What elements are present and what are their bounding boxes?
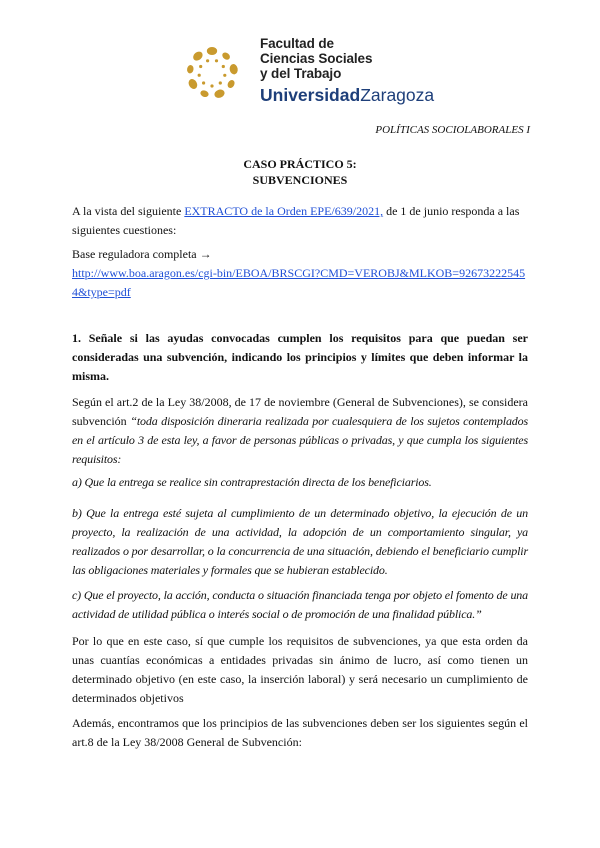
emblem-dot (213, 88, 226, 99)
extracto-link[interactable]: EXTRACTO de la Orden EPE/639/2021, (184, 204, 384, 218)
answer-paragraph-2: Por lo que en este caso, sí que cumple los requisitos de subvenciones, ya que esta orden da unas cuantías económicas a entidades privadas sin ánimo de lucro, así como tienen un determinado objetivo (en este caso, la inserción laboral) y será necesario un cumplimiento de determinados objetivos (72, 634, 528, 705)
emblem-dot (191, 50, 204, 63)
emblem-inner-dot (210, 84, 213, 87)
base-url-link[interactable]: http://www.boa.aragon.es/cgi-bin/EBOA/BRSCGI?CMD=VEROBJ&MLKOB=926732225454&type=pdf (72, 266, 526, 299)
emblem-inner-dot (219, 81, 222, 84)
emblem-dot (207, 47, 217, 55)
faculty-name-line2: Ciencias Sociales (260, 51, 373, 66)
faculty-name-line1: Facultad de (260, 36, 334, 51)
emblem-inner-dot (202, 81, 205, 84)
emblem-dot (199, 89, 209, 98)
requirement-b: b) Que la entrega esté sujeta al cumplimiento de un determinado objetivo, la ejecución de un proyecto, la realización de una actividad, la adopción de un comportamiento singular, ya realizados o por desarrollar, o la concurrencia de una situación, debiendo el beneficiario cumplir las obligaciones materiales y formales que se hubieran establecido. (72, 506, 528, 577)
emblem-inner-dot (215, 59, 218, 62)
faculty-logo (176, 36, 436, 108)
emblem-inner-dot (199, 65, 202, 68)
emblem-inner-dot (198, 74, 201, 77)
question-1: 1. Señale si las ayudas convocadas cumplen los requisitos para que puedan ser consideradas una subvención, indicando los principios y límites que deben informar la misma. (72, 331, 528, 383)
university-name-regular: Zaragoza (360, 85, 435, 105)
emblem-dot (186, 65, 194, 74)
answer-quote: “toda disposición dineraria realizada por cualesquiera de los sujetos contemplados en el artículo 3 de esta ley, a favor de personas públicas o privadas, y que cumpla los siguientes requisitos: (72, 414, 529, 466)
faculty-name-line3: y del Trabajo (260, 66, 342, 81)
answer-paragraph-3: Además, encontramos que los principios de las subvenciones deben ser los siguientes según el art.8 de la Ley 38/2008 General de Subvención: (72, 716, 528, 749)
course-name: POLÍTICAS SOCIOLABORALES I (375, 124, 530, 136)
university-emblem-icon (176, 36, 248, 108)
title-line-2: SUBVENCIONES (252, 173, 348, 187)
answer-intro: Según el art.2 de la Ley 38/2008, de 17 de noviembre (General de Subvenciones), se considera subvención (72, 395, 528, 428)
title-line-1: CASO PRÁCTICO 5: (243, 157, 357, 171)
base-reguladora (72, 245, 528, 302)
emblem-inner-dot (223, 74, 226, 77)
intro-text-before: A la vista del siguiente (72, 204, 185, 218)
emblem-dot (229, 63, 239, 75)
base-label: Base reguladora completa → (72, 247, 212, 261)
emblem-dot (221, 51, 232, 61)
emblem-dot (226, 79, 236, 89)
emblem-inner-dot (222, 65, 225, 68)
requirement-a: a) Que la entrega se realice sin contraprestación directa de los beneficiarios. (72, 475, 432, 489)
intro-text-after: de 1 de junio responda a las siguientes cuestiones: (72, 204, 520, 237)
requirement-c: c) Que el proyecto, la acción, conducta o situación financiada tenga por objeto el fomento de una actividad de utilidad pública o interés social o de promoción de una finalidad pública.” (72, 588, 528, 621)
intro-paragraph (72, 202, 528, 240)
university-name-bold: Universidad (260, 85, 361, 105)
university-name (260, 85, 434, 105)
page-title (0, 156, 600, 188)
answer-paragraph-1 (72, 393, 528, 469)
emblem-dot (187, 77, 199, 90)
emblem-inner-dot (206, 59, 209, 62)
